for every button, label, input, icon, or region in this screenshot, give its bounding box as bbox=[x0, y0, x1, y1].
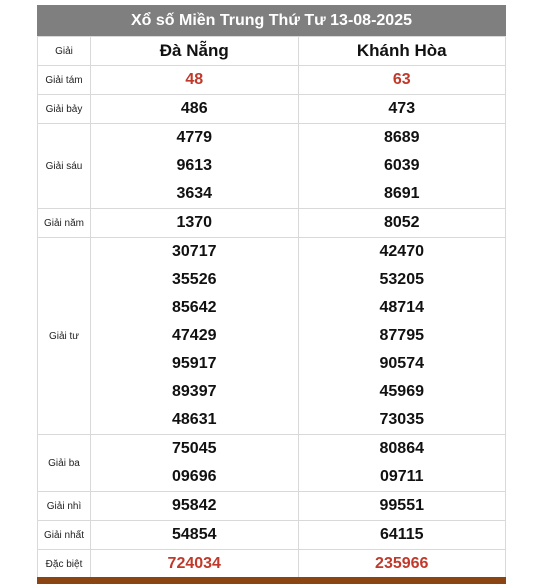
winning-number: 63 bbox=[392, 71, 411, 88]
prize-row bbox=[38, 124, 506, 209]
table-header-row bbox=[38, 37, 506, 66]
prize-row bbox=[38, 550, 506, 579]
winning-number: 6039 bbox=[383, 157, 420, 174]
prize-column-header: Giải bbox=[38, 37, 91, 66]
prize-label: Đặc biệt bbox=[38, 550, 91, 579]
winning-number: 473 bbox=[388, 100, 416, 117]
winning-number: 48 bbox=[185, 71, 204, 88]
result-cell-khanh-hoa bbox=[298, 492, 506, 521]
winning-number: 48714 bbox=[379, 299, 424, 316]
result-cell-da-nang bbox=[91, 550, 299, 579]
prize-label: Giải bảy bbox=[38, 95, 91, 124]
result-cell-da-nang bbox=[91, 209, 299, 238]
winning-number: 53205 bbox=[379, 271, 424, 288]
result-cell-da-nang bbox=[91, 435, 299, 492]
result-cell-khanh-hoa bbox=[298, 66, 506, 95]
footer-bar bbox=[37, 577, 506, 584]
prize-label: Giải ba bbox=[38, 435, 91, 492]
winning-number: 75045 bbox=[172, 440, 217, 457]
prize-row bbox=[38, 435, 506, 492]
result-cell-da-nang bbox=[91, 66, 299, 95]
result-cell-khanh-hoa bbox=[298, 435, 506, 492]
winning-number: 73035 bbox=[379, 411, 424, 428]
prize-label: Giải nhì bbox=[38, 492, 91, 521]
winning-number: 8052 bbox=[383, 214, 420, 231]
province-header-khanh-hoa: Khánh Hòa bbox=[298, 37, 506, 66]
province-header-da-nang: Đà Nẵng bbox=[91, 37, 299, 66]
winning-number: 45969 bbox=[379, 383, 424, 400]
prize-label: Giải sáu bbox=[38, 124, 91, 209]
winning-number: 48631 bbox=[172, 411, 217, 428]
winning-number: 64115 bbox=[379, 526, 424, 543]
winning-number: 89397 bbox=[172, 383, 217, 400]
result-cell-khanh-hoa bbox=[298, 95, 506, 124]
result-cell-khanh-hoa bbox=[298, 550, 506, 579]
prize-row bbox=[38, 238, 506, 435]
lottery-results-panel bbox=[37, 5, 506, 579]
winning-number: 99551 bbox=[379, 497, 424, 514]
winning-number: 47429 bbox=[172, 327, 217, 344]
prize-row bbox=[38, 66, 506, 95]
winning-number: 87795 bbox=[379, 327, 424, 344]
prize-label: Giải nhất bbox=[38, 521, 91, 550]
winning-number: 235966 bbox=[375, 555, 429, 572]
winning-number: 09696 bbox=[172, 468, 217, 485]
prize-label: Giải tư bbox=[38, 238, 91, 435]
winning-number: 724034 bbox=[167, 555, 221, 572]
result-cell-da-nang bbox=[91, 238, 299, 435]
prize-row bbox=[38, 492, 506, 521]
winning-number: 486 bbox=[180, 100, 208, 117]
result-cell-khanh-hoa bbox=[298, 521, 506, 550]
result-cell-khanh-hoa bbox=[298, 238, 506, 435]
winning-number: 80864 bbox=[379, 440, 424, 457]
winning-number: 3634 bbox=[176, 185, 213, 202]
winning-number: 95917 bbox=[172, 355, 217, 372]
winning-number: 35526 bbox=[172, 271, 217, 288]
winning-number: 9613 bbox=[176, 157, 213, 174]
winning-number: 42470 bbox=[379, 243, 424, 260]
winning-number: 8691 bbox=[383, 185, 420, 202]
prize-row bbox=[38, 521, 506, 550]
prize-label: Giải tám bbox=[38, 66, 91, 95]
results-title: Xổ số Miền Trung Thứ Tư 13-08-2025 bbox=[37, 5, 506, 36]
result-cell-da-nang bbox=[91, 95, 299, 124]
winning-number: 8689 bbox=[383, 129, 420, 146]
winning-number: 1370 bbox=[176, 214, 213, 231]
result-cell-da-nang bbox=[91, 492, 299, 521]
result-cell-da-nang bbox=[91, 521, 299, 550]
winning-number: 4779 bbox=[176, 129, 213, 146]
winning-number: 09711 bbox=[379, 468, 424, 485]
prize-row bbox=[38, 209, 506, 238]
prize-row bbox=[38, 95, 506, 124]
result-cell-da-nang bbox=[91, 124, 299, 209]
result-cell-khanh-hoa bbox=[298, 124, 506, 209]
results-table bbox=[37, 36, 506, 579]
prize-rows bbox=[38, 66, 506, 579]
winning-number: 54854 bbox=[172, 526, 217, 543]
winning-number: 90574 bbox=[379, 355, 424, 372]
prize-label: Giải năm bbox=[38, 209, 91, 238]
winning-number: 95842 bbox=[172, 497, 217, 514]
result-cell-khanh-hoa bbox=[298, 209, 506, 238]
winning-number: 30717 bbox=[172, 243, 217, 260]
winning-number: 85642 bbox=[172, 299, 217, 316]
